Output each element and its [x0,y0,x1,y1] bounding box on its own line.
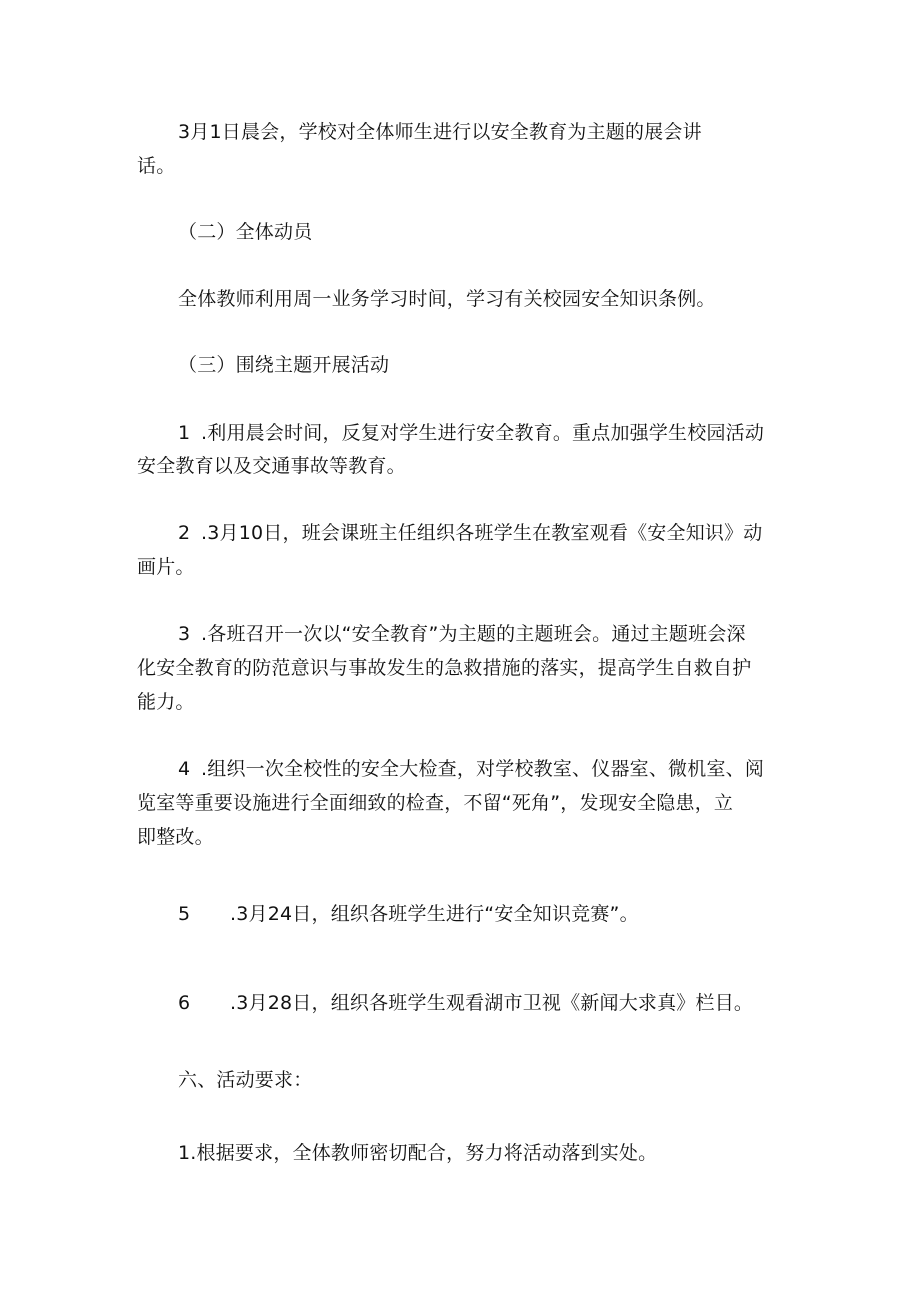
paragraph-morning-meeting-line2: 话。 [137,155,176,177]
list-item-number: 1 [178,422,191,444]
list-item-3-line3: 能力。 [137,691,195,713]
list-item-4-line1: 4 .组织一次全校性的安全大检查，对学校教室、仪器室、微机室、阅 [137,755,828,783]
list-item-number: 5 [178,903,191,925]
list-item-6: 6 .3月28日，组织各班学生观看湖市卫视《新闻大求真》栏目。 [137,989,828,1017]
list-item-number: 6 [178,992,191,1014]
list-item-1-line2: 安全教育以及交通事故等教育。 [137,455,406,477]
list-item-2-line2: 画片。 [137,556,195,578]
list-item-number: 4 [178,758,191,780]
list-item-4-line2: 览室等重要设施进行全面细致的检查，不留“死角”，发现安全隐患，立 [137,792,734,814]
list-item-3-line1: 3 .各班召开一次以“安全教育”为主题的主题班会。通过主题班会深 [137,620,828,648]
paragraph-teacher-study: 全体教师利用周一业务学习时间，学习有关校园安全知识条例。 [178,288,716,310]
paragraph-morning-meeting-line1: 3月1日晨会，学校对全体师生进行以安全教育为主题的展会讲 [178,121,702,143]
list-item-number: 3 [178,623,191,645]
section-heading-activity-requirements: 六、活动要求： [178,1069,313,1091]
paragraph-requirement-1: 1.根据要求，全体教师密切配合，努力将活动落到实处。 [178,1142,658,1164]
list-item-4-line3: 即整改。 [137,826,214,848]
section-heading-mobilization: （二）全体动员 [178,221,313,243]
list-item-1-line1: 1 .利用晨会时间，反复对学生进行安全教育。重点加强学生校园活动 [137,419,828,447]
list-item-2-line1: 2 .3月10日，班会课班主任组织各班学生在教室观看《安全知识》动 [137,519,828,547]
list-item-number: 2 [178,522,191,544]
list-item-3-line2: 化安全教育的防范意识与事故发生的急救措施的落实，提高学生自救自护 [137,657,752,679]
list-item-5: 5 .3月24日，组织各班学生进行“安全知识竞赛”。 [137,900,828,928]
section-heading-theme-activities: （三）围绕主题开展活动 [178,354,390,376]
